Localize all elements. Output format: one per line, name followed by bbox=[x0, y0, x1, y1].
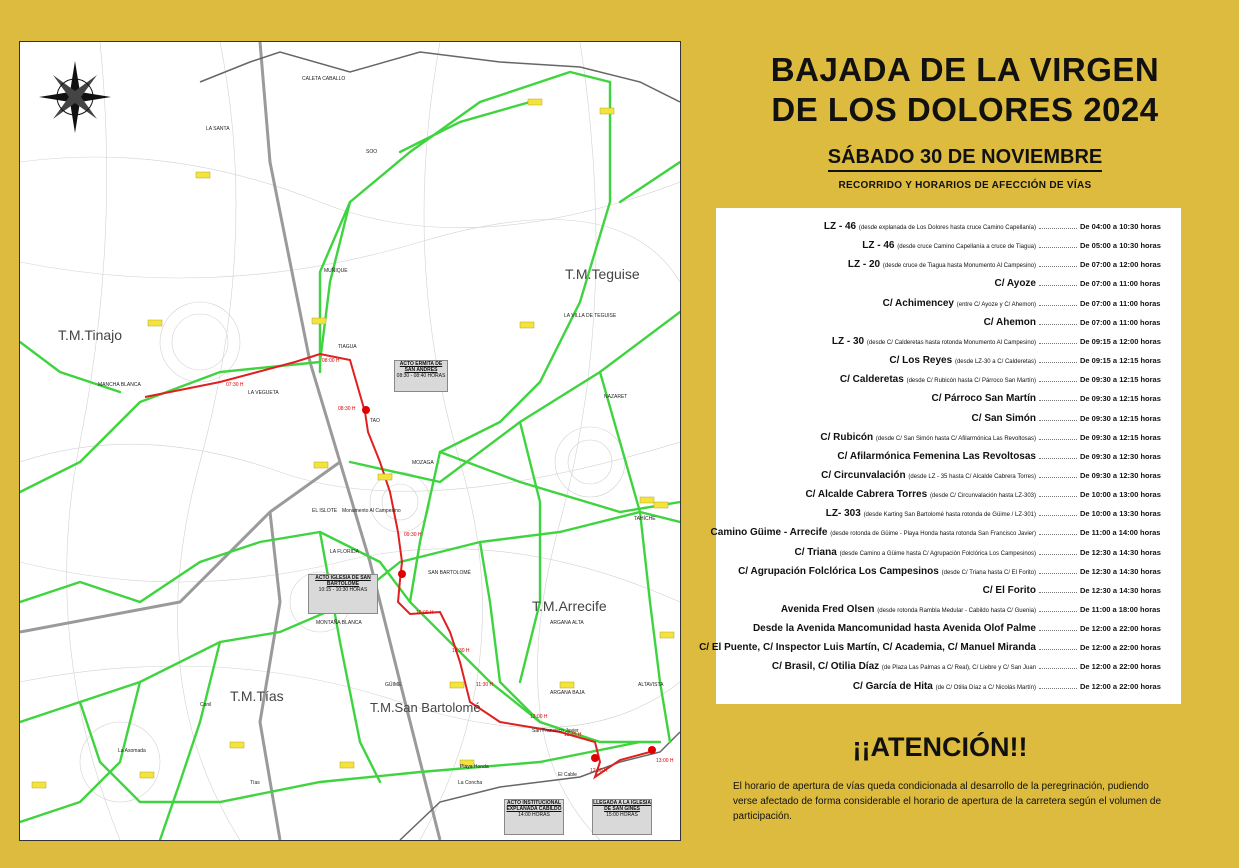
street-name: C/ Circunvalación bbox=[821, 469, 906, 481]
street-name: C/ Rubicón bbox=[820, 431, 874, 443]
place-label: LA VILLA DE TEGUISE bbox=[564, 313, 617, 319]
map-svg bbox=[20, 42, 680, 840]
callout-title: LLEGADA A LA IGLESIA DE SAN GINÉS bbox=[593, 800, 651, 812]
street-description: (de C/ Otilia Díaz a C/ Nicolás Martín) bbox=[935, 684, 1036, 691]
leader-dots bbox=[1039, 573, 1077, 574]
closure-street bbox=[853, 677, 1036, 698]
closure-row bbox=[716, 332, 1181, 351]
street-name: C/ Ahemon bbox=[983, 316, 1036, 328]
closure-row bbox=[716, 447, 1181, 466]
poster-title bbox=[720, 50, 1210, 130]
municipality-teguise: T.M.Teguise bbox=[565, 266, 640, 282]
place-label: ALTAVISTA bbox=[638, 682, 664, 688]
place-label: TAO bbox=[370, 418, 380, 424]
closure-hours: De 07:00 a 11:00 horas bbox=[1080, 298, 1161, 308]
closure-hours: De 12:00 a 22:00 horas bbox=[1080, 681, 1161, 691]
street-description: (desde C/ Circunvalación hasta LZ-303) bbox=[929, 493, 1036, 500]
closure-row bbox=[716, 562, 1181, 581]
closure-hours: De 09:30 a 12:30 horas bbox=[1080, 451, 1161, 461]
place-label: El Cable bbox=[558, 772, 577, 778]
leader-dots bbox=[1039, 324, 1077, 325]
leader-dots bbox=[1039, 362, 1077, 363]
closure-street bbox=[995, 274, 1037, 293]
closure-row bbox=[716, 274, 1181, 293]
closure-street bbox=[820, 428, 1036, 449]
leader-dots bbox=[1039, 343, 1077, 344]
street-name: C/ San Simón bbox=[971, 412, 1036, 424]
closure-row bbox=[716, 466, 1181, 485]
closure-row bbox=[716, 351, 1181, 370]
municipality-san-bartolome: T.M.San Bartolomé bbox=[370, 700, 481, 715]
street-description: (desde cruce de Tiagua hasta Monumento Al Campesino) bbox=[882, 263, 1036, 270]
closure-hours: De 09:15 a 12:15 horas bbox=[1080, 356, 1161, 366]
street-name: C/ Agrupación Folclórica Los Campesinos bbox=[738, 565, 939, 577]
leader-dots bbox=[1039, 534, 1077, 535]
callout-explanada-cabildo bbox=[504, 799, 564, 835]
closure-street bbox=[972, 409, 1036, 428]
street-name: C/ El Puente, C/ Inspector Luis Martín, C/ Academia, C/ Manuel Miranda bbox=[699, 642, 1036, 654]
closure-row bbox=[716, 409, 1181, 428]
closure-street bbox=[826, 504, 1036, 525]
closure-street bbox=[862, 236, 1036, 257]
leader-dots bbox=[1039, 554, 1077, 555]
closure-street bbox=[848, 255, 1036, 276]
street-description: (desde C/ Calderetas hasta rotonda Monumento Al Campesino) bbox=[866, 339, 1036, 346]
street-description: (desde LZ - 35 hasta C/ Alcalde Cabrera Torres) bbox=[908, 473, 1036, 480]
route-time-label: 07:30 H bbox=[226, 382, 244, 388]
place-label: TAHÍCHE bbox=[634, 516, 656, 522]
closure-row bbox=[716, 677, 1181, 696]
closure-row bbox=[716, 428, 1181, 447]
closure-street bbox=[805, 485, 1036, 506]
route-time-label: 08:00 H bbox=[322, 358, 340, 364]
closure-street bbox=[832, 332, 1036, 353]
closure-hours: De 09:30 a 12:15 horas bbox=[1080, 394, 1161, 404]
municipality-tinajo: T.M.Tinajo bbox=[58, 327, 123, 343]
closure-street bbox=[824, 217, 1036, 238]
street-description: (desde rotonda de Güime - Playa Honda hasta rotonda San Francisco Javier) bbox=[830, 531, 1036, 538]
closure-street bbox=[984, 313, 1036, 332]
closure-hours: De 07:00 a 11:00 horas bbox=[1080, 279, 1161, 289]
closure-hours: De 12:30 a 14:30 horas bbox=[1080, 585, 1161, 595]
closure-row bbox=[716, 657, 1181, 676]
closure-street bbox=[781, 600, 1036, 621]
closures-table bbox=[699, 208, 1181, 704]
street-name: Camino Güime - Arrecife bbox=[710, 527, 828, 539]
closure-street bbox=[883, 294, 1036, 315]
leader-dots bbox=[1039, 592, 1077, 593]
leader-dots bbox=[1039, 649, 1077, 650]
attention-note: El horario de apertura de vías queda condicionada al desarrollo de la peregrinación, pudiendo verse afectado de forma considerable el horario de apertura de la carretera según el volumen de participación. bbox=[733, 781, 1162, 822]
street-name: C/ Los Reyes bbox=[889, 355, 953, 367]
street-description: (desde C/ Triana hasta C/ El Forito) bbox=[941, 569, 1036, 576]
place-label: LA SANTA bbox=[206, 126, 230, 132]
leader-dots bbox=[1039, 247, 1077, 248]
street-description: (entre C/ Ayoze y C/ Ahemon) bbox=[956, 301, 1036, 308]
leader-dots bbox=[1039, 228, 1077, 229]
closure-hours: De 10:00 a 13:00 horas bbox=[1080, 490, 1161, 500]
place-label: ARGANA ALTA bbox=[550, 620, 584, 626]
place-label: CALETA CABALLO bbox=[302, 76, 346, 82]
place-label: EL ISLOTE bbox=[312, 508, 338, 514]
closure-row bbox=[716, 504, 1181, 523]
street-name: C/ Alcalde Cabrera Torres bbox=[805, 489, 928, 501]
closure-row bbox=[699, 638, 1181, 657]
street-description: (desde rotonda Rambla Medular - Cabildo hasta C/ Guenia) bbox=[877, 608, 1036, 614]
route-time-label: 09:30 H bbox=[404, 532, 422, 538]
closure-street bbox=[738, 562, 1036, 583]
leader-dots bbox=[1039, 515, 1077, 516]
place-label: SOO bbox=[366, 149, 378, 155]
title-line-1: BAJADA DE LA VIRGEN bbox=[770, 51, 1160, 88]
route-time-label: 13:00 H bbox=[656, 758, 674, 764]
leader-dots bbox=[1039, 420, 1077, 421]
route-time-label: 10:00 H bbox=[416, 610, 434, 616]
street-name: LZ- 303 bbox=[825, 508, 861, 520]
closure-row bbox=[716, 543, 1181, 562]
place-label: La Asomada bbox=[118, 748, 146, 754]
closure-hours: De 09:30 a 12:15 horas bbox=[1080, 413, 1161, 423]
closure-row bbox=[716, 313, 1181, 332]
leader-dots bbox=[1039, 611, 1077, 612]
route-time-label: 12:00 H bbox=[530, 714, 548, 720]
place-label: ARGANA BAJA bbox=[550, 690, 585, 696]
closure-row bbox=[716, 236, 1181, 255]
closure-hours: De 11:00 a 14:00 horas bbox=[1080, 528, 1161, 538]
callout-iglesia-san-gines bbox=[592, 799, 652, 835]
closure-hours: De 12:30 a 14:30 horas bbox=[1080, 566, 1161, 576]
event-date: SÁBADO 30 DE NOVIEMBRE bbox=[828, 146, 1103, 172]
leader-dots bbox=[1039, 630, 1077, 631]
closure-row bbox=[716, 619, 1181, 638]
callout-time: 10:15 - 10:30 HORAS bbox=[318, 587, 368, 593]
street-name: C/ Calderetas bbox=[839, 374, 904, 386]
place-label: GÜIME bbox=[385, 682, 402, 688]
street-description: (de Plaza Las Palmas a C/ Real), C/ Liebre y C/ San Juan bbox=[881, 665, 1036, 672]
street-name: C/ El Forito bbox=[982, 584, 1036, 596]
callout-title: ACTO ERMITA DE SAN ANDRÉS bbox=[399, 361, 443, 373]
street-name: LZ - 46 bbox=[823, 221, 857, 232]
callout-title: ACTO INSTITUCIONAL EXPLANADA CABILDO bbox=[506, 800, 562, 812]
closure-street bbox=[711, 523, 1036, 544]
closure-street bbox=[932, 389, 1036, 408]
closure-hours: De 12:30 a 14:30 horas bbox=[1080, 547, 1161, 557]
closure-hours: De 12:00 a 22:00 horas bbox=[1080, 643, 1161, 653]
closure-hours: De 09:30 a 12:15 horas bbox=[1080, 375, 1161, 385]
callout-ermita-san-andres bbox=[394, 360, 448, 392]
place-label: La Concha bbox=[458, 780, 483, 786]
closure-street bbox=[772, 657, 1036, 678]
callout-title: ACTO IGLESIA DE SAN BARTOLOMÉ bbox=[315, 575, 371, 587]
street-name: C/ Ayoze bbox=[994, 278, 1036, 290]
street-description: (desde cruce Camino Capellanía a cruce de Tiagua) bbox=[897, 244, 1036, 251]
closure-hours: De 12:00 a 22:00 horas bbox=[1080, 624, 1161, 634]
route-map bbox=[19, 41, 681, 841]
closure-hours: De 11:00 a 18:00 horas bbox=[1080, 605, 1161, 614]
closure-hours: De 04:00 a 10:30 horas bbox=[1080, 222, 1161, 231]
closure-hours: De 12:00 a 22:00 horas bbox=[1080, 662, 1161, 672]
closure-row bbox=[716, 370, 1181, 389]
place-label: NAZARET bbox=[604, 394, 628, 400]
street-description: (desde C/ Rubicón hasta C/ Párroco San Martín) bbox=[906, 378, 1036, 385]
compass-rose-icon bbox=[39, 61, 111, 133]
street-description: (desde Karting San Bartolomé hasta rotonda de Güime / LZ-301) bbox=[863, 512, 1036, 519]
place-label: Playa Honda bbox=[460, 764, 489, 770]
closure-row bbox=[716, 485, 1181, 504]
closure-street bbox=[753, 619, 1036, 638]
route-time-label: 10:30 H bbox=[452, 648, 470, 654]
closure-row bbox=[716, 600, 1181, 619]
closure-row bbox=[716, 217, 1181, 236]
closure-row bbox=[716, 581, 1181, 600]
place-label: MUÑIQUE bbox=[324, 268, 348, 274]
closure-hours: De 07:00 a 11:00 horas bbox=[1080, 317, 1161, 327]
place-label: MONTAÑA BLANCA bbox=[316, 620, 362, 626]
closure-row bbox=[710, 523, 1181, 542]
closure-hours: De 09:30 a 12:30 horas bbox=[1080, 470, 1161, 480]
place-label: San Francisco Javier bbox=[532, 728, 579, 734]
closure-street bbox=[821, 466, 1036, 487]
place-label: SAN BARTOLOMÉ bbox=[428, 570, 471, 576]
street-name: C/ Párroco San Martín bbox=[931, 393, 1036, 405]
leader-dots bbox=[1039, 266, 1077, 267]
callout-time: 14:00 HORAS bbox=[518, 812, 550, 818]
closure-hours: De 10:00 a 13:30 horas bbox=[1080, 509, 1161, 519]
municipality-tias: T.M.Tías bbox=[230, 688, 284, 704]
leader-dots bbox=[1039, 668, 1077, 669]
street-name: LZ - 20 bbox=[847, 259, 881, 271]
leader-dots bbox=[1039, 496, 1077, 497]
street-description: (desde LZ-30 a C/ Calderetas) bbox=[954, 359, 1036, 366]
callout-time: 08:30 - 08:40 HORAS bbox=[396, 373, 446, 379]
street-name: LZ - 30 bbox=[831, 335, 865, 347]
leader-dots bbox=[1039, 688, 1077, 689]
street-name: C/ Brasil, C/ Otilia Díaz bbox=[771, 661, 880, 673]
route-time-label: 12:30 H bbox=[590, 768, 608, 774]
route-time-label: 11:30 H bbox=[476, 682, 494, 688]
callout-time: 15:00 HORAS bbox=[606, 812, 638, 818]
place-label: MANCHA BLANCA bbox=[98, 382, 141, 388]
street-name: Avenida Fred Olsen bbox=[780, 604, 875, 615]
title-line-2: DE LOS DOLORES 2024 bbox=[771, 91, 1159, 128]
closure-row bbox=[716, 294, 1181, 313]
leader-dots bbox=[1039, 381, 1077, 382]
street-name: C/ Achimencey bbox=[882, 297, 954, 309]
municipality-arrecife: T.M.Arrecife bbox=[532, 598, 607, 614]
leader-dots bbox=[1039, 400, 1077, 401]
street-description: (desde Camino a Güime hasta C/ Agrupación Folclórica Los Campesinos) bbox=[839, 550, 1036, 557]
subtitle-block bbox=[720, 146, 1210, 191]
closure-hours: De 09:30 a 12:15 horas bbox=[1080, 432, 1161, 442]
callout-iglesia-san-bartolome bbox=[308, 574, 378, 614]
closure-hours: De 05:00 a 10:30 horas bbox=[1080, 241, 1161, 251]
closure-hours: De 07:00 a 12:00 horas bbox=[1080, 260, 1161, 270]
place-label: Monumento Al Campesino bbox=[342, 508, 401, 514]
closure-street bbox=[983, 581, 1036, 600]
closure-row bbox=[716, 255, 1181, 274]
leader-dots bbox=[1039, 305, 1077, 306]
street-name: C/ Triana bbox=[794, 546, 837, 558]
closure-street bbox=[889, 351, 1036, 372]
route-time-label: 13:45 H bbox=[564, 732, 582, 738]
route-time-label: 08:30 H bbox=[338, 406, 356, 412]
place-label: LA VEGUETA bbox=[248, 390, 279, 396]
closure-row bbox=[716, 389, 1181, 408]
leader-dots bbox=[1039, 285, 1077, 286]
place-label: Tías bbox=[250, 780, 260, 786]
closure-street bbox=[837, 447, 1036, 466]
closure-street bbox=[840, 370, 1036, 391]
street-description: (desde C/ San Simón hasta C/ Afilarmónica Las Revoltosas) bbox=[875, 435, 1036, 442]
leader-dots bbox=[1039, 477, 1077, 478]
closure-street bbox=[795, 543, 1036, 564]
street-name: Desde la Avenida Mancomunidad hasta Avenida Olof Palme bbox=[752, 623, 1036, 635]
street-name: C/ García de Hita bbox=[852, 680, 933, 692]
street-description: (desde explanada de Los Dolores hasta cruce Camino Capellanía) bbox=[858, 225, 1036, 231]
place-label: Conil bbox=[200, 702, 212, 708]
leader-dots bbox=[1039, 458, 1077, 459]
place-label: TIAGUA bbox=[338, 344, 357, 350]
closure-hours: De 09:15 a 12:00 horas bbox=[1080, 336, 1161, 346]
street-name: C/ Afilarmónica Femenina Las Revoltosas bbox=[837, 450, 1036, 462]
place-label: MOZAGA bbox=[412, 460, 434, 466]
section-subtitle: RECORRIDO Y HORARIOS DE AFECCIÓN DE VÍAS bbox=[838, 180, 1092, 191]
leader-dots bbox=[1039, 439, 1077, 440]
street-name: LZ - 46 bbox=[862, 240, 895, 252]
closure-street bbox=[699, 638, 1036, 657]
place-label: LA FLORIDA bbox=[330, 549, 359, 555]
attention-heading: ¡¡ATENCIÓN!! bbox=[852, 732, 1028, 762]
